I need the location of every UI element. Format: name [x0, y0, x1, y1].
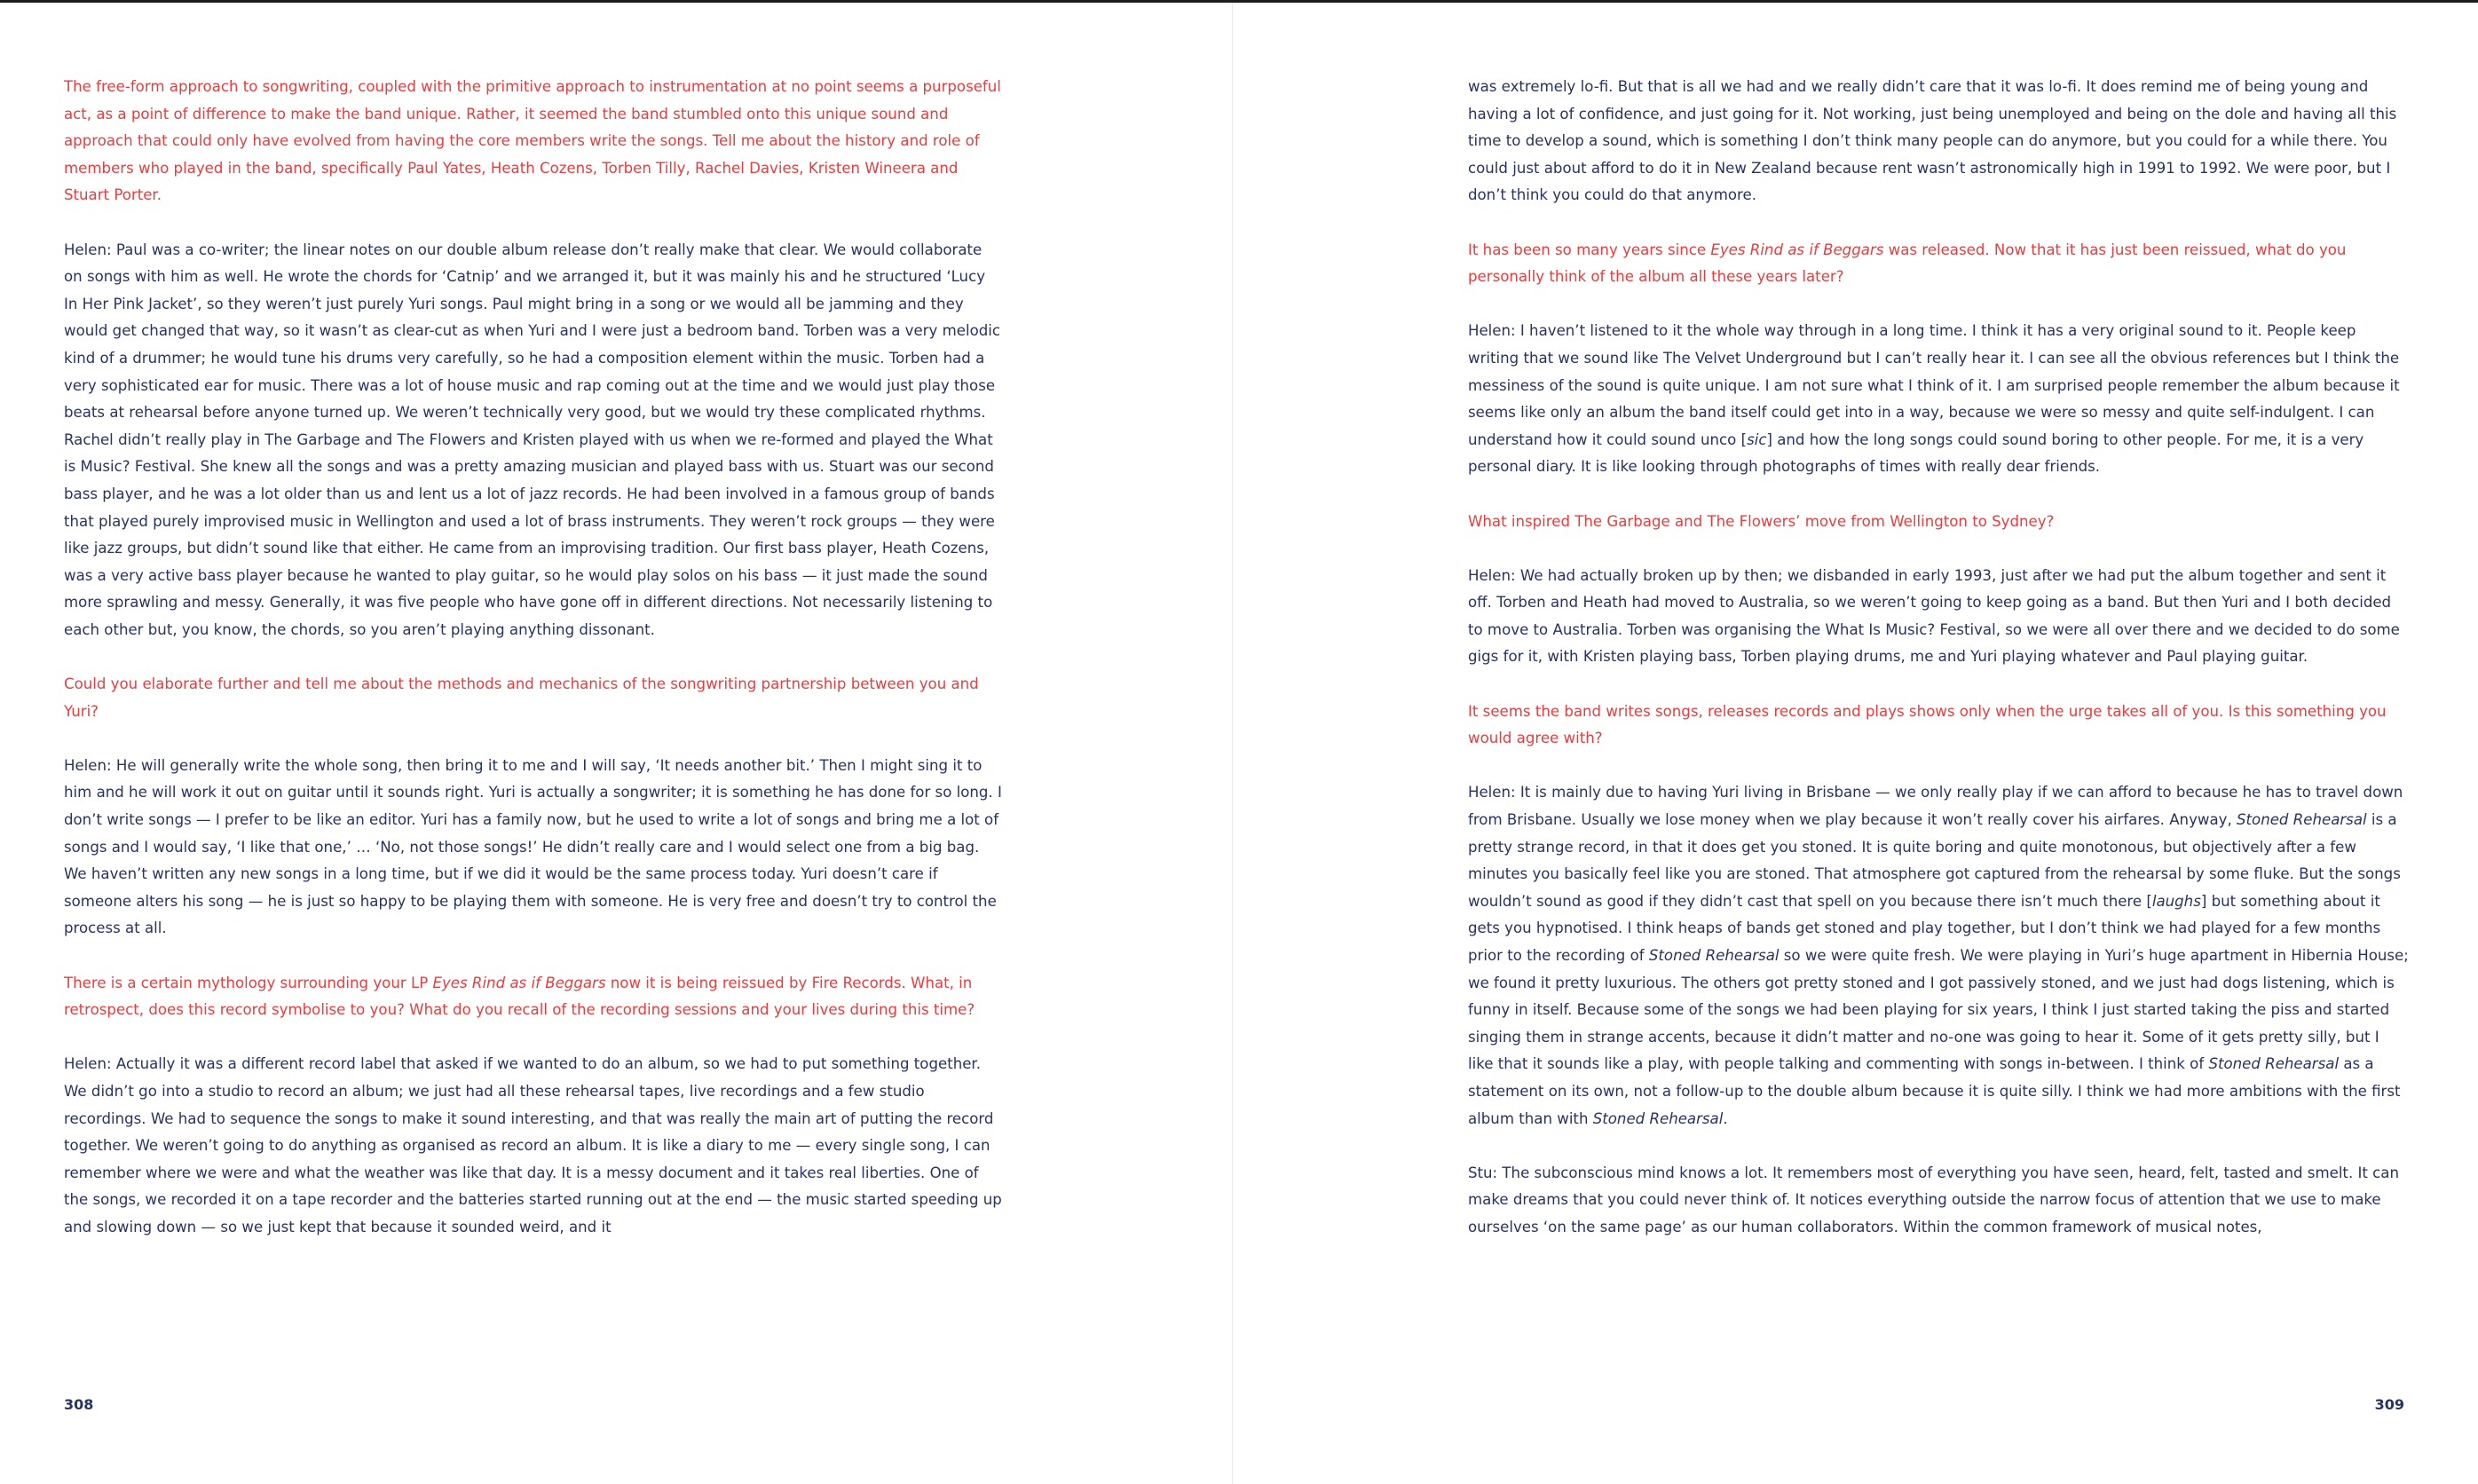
paragraph-text: . — [1723, 1109, 1728, 1127]
paragraph-text: It has been so many years since — [1468, 241, 1711, 258]
interview-question — [64, 970, 1003, 1024]
interview-question — [1468, 509, 2409, 536]
page-number-right: 309 — [2374, 1396, 2404, 1413]
right-text-column — [1468, 74, 2409, 1268]
paragraph-text: ] and how the long songs could sound boring to other people. For me, it is a very personal diary. It is like looking through photographs of times with really dear friends. — [1468, 430, 2364, 476]
right-page — [1233, 3, 2477, 1484]
paragraph-text: Could you elaborate further and tell me about the methods and mechanics of the songwriting partnership between you and Yuri? — [64, 675, 979, 720]
paragraph-text: now it is being reissued by Fire Records. What, in retrospect, does this record symbolise to you? What do you recall of the recording sessions and your lives during this time? — [64, 974, 975, 1019]
interview-question — [1468, 699, 2409, 753]
paragraph-text: was released. Now that it has just been reissued, what do you personally think of the album all these years later? — [1468, 241, 2347, 286]
paragraph-text: Helen: It is mainly due to having Yuri living in Brisbane — we only really play if we can afford to because he has to travel down from Brisbane. Usually we lose money when we play because it won’t really cover his airfares. Anyway, — [1468, 784, 2403, 829]
page-number-left: 308 — [64, 1396, 94, 1413]
paragraph-text: so we were quite fresh. We were playing in Yuri’s huge apartment in Hibernia House; we found it pretty luxurious. The others got pretty stoned and I got passively stoned, and we just had dogs listening, which is funny in itself. Because some of the songs we had been playing for six years, I think I just started taking the piss and started singing them in strange accents, because it didn’t matter and no-one was going to hear it. Some of it gets pretty silly, but I like that it sounds like a play, with people talking and commenting with songs in-between. I think of — [1468, 947, 2409, 1073]
paragraph-text: Helen: I haven’t listened to it the whole way through in a long time. I think it has a very original sound to it. People keep writing that we sound like The Velvet Underground but I can’t really hear it. I can see all the obvious references but I think the messiness of the sound is quite unique. I am not sure what I think of it. I am surprised people remember the album because it seems like only an album the band itself could get into in a way, because we were so messy and quite self-indulgent. I can understand how it could sound unco [ — [1468, 322, 2400, 448]
interview-answer — [1468, 563, 2409, 671]
italic-title-text: Stoned Rehearsal — [2237, 811, 2367, 829]
paragraph-text: There is a certain mythology surrounding your LP — [64, 974, 433, 991]
paragraph-text: Helen: He will generally write the whole song, then bring it to me and I will say, ‘It needs another bit.’ Then I might sing it to him and he will work it out on guitar until it sounds right. Yuri is actually a songwriter; it is something he has done for so long. I don’t write songs — I prefer to be like an editor. Yuri has a family now, but he used to write a lot of songs and bring me a lot of songs and I would say, ‘I like that one,’ … ‘No, not those songs!’ He didn’t really care and I would select one from a big bag. We haven’t written any new songs in a long time, but if we did it would be the same process today. Yuri doesn’t care if someone alters his song — he is just so happy to be playing them with someone. He is very free and doesn’t try to control the process at all. — [64, 756, 1002, 937]
left-page — [0, 3, 1233, 1484]
book-spread — [0, 3, 2478, 1484]
paragraph-text: Helen: Paul was a co-writer; the linear notes on our double album release don’t really make that clear. We would collaborate on songs with him as well. He wrote the chords for ‘Catnip’ and we arranged it, but it was mainly his and he structured ‘Lucy In Her Pink Jacket’, so they weren’t just purely Yuri songs. Paul might bring in a song or we would all be jamming and they would get changed that way, so it wasn’t as clear-cut as when Yuri and I were just a bedroom band. Torben was a very melodic kind of a drummer; he would tune his drums very carefully, so he had a composition element within the music. Torben had a very sophisticated ear for music. There was a lot of house music and rap coming out at the time and we would just play those beats at rehearsal before anyone turned up. We weren’t technically very good, but we would try these complicated rhythms. Rachel didn’t really play in The Garbage and The Flowers and Kristen played with us when we re-formed and played the What is Music? Festival. She knew all the songs and was a pretty amazing musician and played bass with us. Stuart was our second bass player, and he was a lot older than us and lent us a lot of jazz records. He had been involved in a famous group of bands that played purely improvised music in Wellington and used a lot of brass instruments. They weren’t rock groups — they were like jazz groups, but didn’t sound like that either. He came from an improvising tradition. Our first bass player, Heath Cozens, was a very active bass player because he wanted to play guitar, so he would play solos on his bass — it just made the sound more sprawling and messy. Generally, it was five people who have gone off in different directions. Not necessarily listening to each other but, you know, the chords, so you aren’t playing anything dissonant. — [64, 241, 1000, 638]
paragraph-text: It seems the band writes songs, releases records and plays shows only when the urge takes all of you. Is this something you would agree with? — [1468, 702, 2387, 747]
italic-title-text: sic — [1747, 430, 1767, 448]
paragraph-text: What inspired The Garbage and The Flowers’ move from Wellington to Sydney? — [1468, 512, 2055, 530]
italic-title-text: Stoned Rehearsal — [1592, 1109, 1724, 1127]
interview-answer — [64, 1051, 1003, 1241]
italic-title-text: Stoned Rehearsal — [1648, 947, 1780, 964]
paragraph-text: was extremely lo-fi. But that is all we had and we really didn’t care that it was lo-fi. It does remind me of being young and having a lot of confidence, and just going for it. Not working, just being unemployed and being on the dole and having all this time to develop a sound, which is something I don’t think many people can do anymore, but you could for a while there. You could just about afford to do it in New Zealand because rent wasn’t astronomically high in 1991 to 1992. We were poor, but I don’t think you could do that anymore. — [1468, 78, 2397, 204]
paragraph-text: Stu: The subconscious mind knows a lot. It remembers most of everything you have seen, heard, felt, tasted and smelt. It can make dreams that you could never think of. It notices everything outside the narrow focus of attention that we use to make ourselves ‘on the same page’ as our human collaborators. Within the common framework of musical notes, — [1468, 1164, 2399, 1235]
interview-question — [1468, 237, 2409, 291]
left-text-column — [64, 74, 1003, 1268]
italic-title-text: laughs — [2151, 892, 2201, 910]
interview-answer — [1468, 318, 2409, 481]
interview-answer — [1468, 1160, 2409, 1242]
interview-answer — [1468, 74, 2409, 209]
italic-title-text: Stoned Rehearsal — [2208, 1055, 2340, 1073]
paragraph-text: as a statement on its own, not a follow-up to the double album because it is quite silly. I think we had more ambitions with the first album than with — [1468, 1055, 2401, 1127]
paragraph-text: ] but something about it gets you hypnotised. I think heaps of bands get stoned and play together, but I don’t think we had played for a few months prior to the recording of — [1468, 892, 2381, 964]
interview-question — [64, 74, 1003, 209]
paragraph-text: The free-form approach to songwriting, coupled with the primitive approach to instrumentation at no point seems a purposeful act, as a point of difference to make the band unique. Rather, it seemed the band stumbled onto this unique sound and approach that could only have evolved from having the core members write the songs. Tell me about the history and role of members who played in the band, specifically Paul Yates, Heath Cozens, Torben Tilly, Rachel Davies, Kristen Wineera and Stuart Porter. — [64, 78, 1001, 204]
italic-title-text: Eyes Rind as if Beggars — [432, 974, 606, 991]
interview-answer — [64, 753, 1003, 943]
paragraph-text: is a pretty strange record, in that it does get you stoned. It is quite boring and quite monotonous, but objectively after a few minutes you basically feel like you are stoned. That atmosphere got captured from the rehearsal by some fluke. But the songs wouldn’t sound as good if they didn’t cast that spell on you because there isn’t much there [ — [1468, 811, 2401, 910]
interview-answer — [1468, 779, 2409, 1133]
italic-title-text: Eyes Rind as if Beggars — [1710, 241, 1884, 258]
interview-question — [64, 671, 1003, 725]
paragraph-text: Helen: We had actually broken up by then; we disbanded in early 1993, just after we had put the album together and sent it off. Torben and Heath had moved to Australia, so we weren’t going to keep going as a band. But then Yuri and I both decided to move to Australia. Torben was organising the What Is Music? Festival, so we were all over there and we decided to do some gigs for it, with Kristen playing bass, Torben playing drums, me and Yuri playing whatever and Paul playing guitar. — [1468, 566, 2400, 666]
paragraph-text: Helen: Actually it was a different record label that asked if we wanted to do an album, so we had to put something together. We didn’t go into a studio to record an album; we just had all these rehearsal tapes, live recordings and a few studio recordings. We had to sequence the songs to make it sound interesting, and that was really the main art of putting the record together. We weren’t going to do anything as organised as record an album. It is like a diary to me — every single song, I can remember where we were and what the weather was like that day. It is a messy document and it takes real liberties. One of the songs, we recorded it on a tape recorder and the batteries started running out at the end — the music started speeding up and slowing down — so we just kept that because it sounded weird, and it — [64, 1055, 1002, 1235]
interview-answer — [64, 237, 1003, 644]
